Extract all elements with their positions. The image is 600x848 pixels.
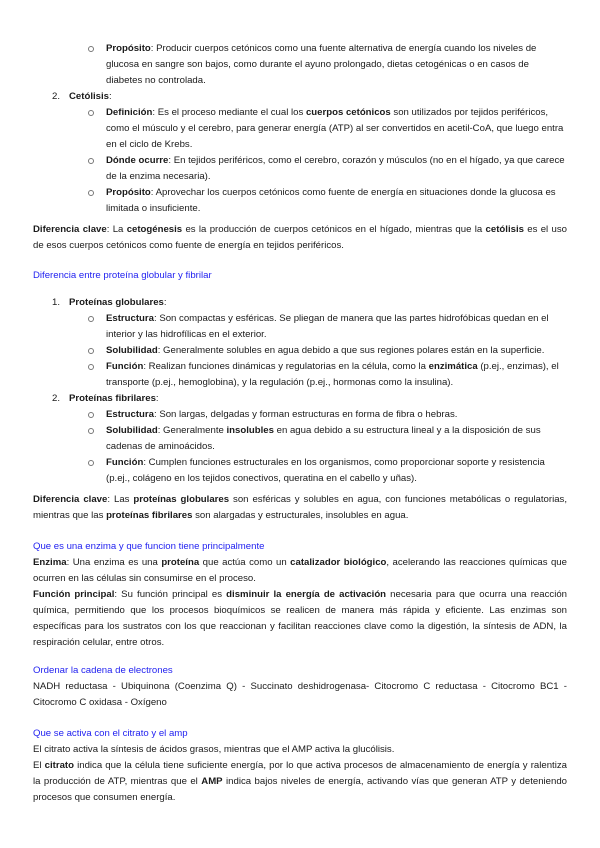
bullet-item — [33, 343, 567, 359]
bold-text: disminuir la energía de activación — [226, 589, 387, 600]
text-run: : — [109, 91, 112, 102]
paragraph — [33, 555, 567, 587]
bold-text: proteínas globulares — [133, 494, 230, 505]
paragraph — [33, 742, 567, 758]
numbered-item — [33, 295, 567, 311]
electron-chain-section — [33, 663, 567, 711]
ketone-section — [33, 41, 567, 254]
text-run: : Aprovechar los cuerpos cetónicos como fuente de energía en situaciones donde la glucosa es limitada o insuficiente. — [106, 187, 556, 214]
bold-text: cetólisis — [485, 224, 524, 235]
bold-text: Dónde ocurre — [106, 155, 169, 166]
circle-bullet-icon — [88, 158, 94, 164]
enzyme-text — [33, 555, 567, 651]
bold-text: Propósito — [106, 43, 151, 54]
bullet-item — [33, 185, 567, 217]
paragraph — [33, 679, 567, 711]
text-run: : — [155, 393, 159, 404]
bullet-item — [33, 455, 567, 487]
citrate-amp-text — [33, 742, 567, 806]
section-heading: Que se activa con el citrato y el amp — [33, 728, 188, 739]
text-run: en agua debido a su estructura lineal y a la disposición de sus cadenas de aminoácidos. — [106, 425, 541, 452]
text-run: : Su función principal es — [114, 589, 227, 600]
bold-text: insolubles — [226, 425, 274, 436]
text-run: : Es el proceso mediante el cual los — [152, 107, 306, 118]
text-run: : — [163, 297, 167, 308]
section-heading: Ordenar la cadena de electrones — [33, 665, 173, 676]
paragraph — [33, 587, 567, 651]
enzyme-section — [33, 539, 567, 651]
bold-text: cuerpos cetónicos — [305, 107, 391, 118]
bold-text: Solubilidad — [106, 345, 158, 356]
ketone-list — [33, 41, 567, 217]
text-run: son esféricas y solubles en agua, con funciones metabólicas o regulatorias, mientras que las — [33, 494, 567, 521]
text-run: : Generalmente — [157, 425, 227, 436]
bold-text: Función principal — [33, 589, 115, 600]
circle-bullet-icon — [88, 316, 94, 322]
text-run: son utilizados por tejidos periféricos, como el músculo y el cerebro, para generar energía (ATP) al ser convertidos en acetil-CoA, que luego entra en el ciclo de Krebs. — [106, 107, 564, 150]
circle-bullet-icon — [88, 348, 94, 354]
text-run: : Son compactas y esféricas. Se pliegan de manera que las partes hidrofóbicas quedan en el interior y las hidrofílicas en el exterior. — [106, 313, 549, 340]
text-run: El citrato activa la síntesis de ácidos grasos, mientras que el AMP activa la glucólisis. — [33, 744, 395, 755]
bold-text: cetogénesis — [126, 224, 183, 235]
key-difference-ketone — [33, 222, 567, 254]
text-run: : Cumplen funciones estructurales en los organismos, como proporcionar soporte y resistencia (p.ej., colágeno en los tejidos conectivos, queratina en el cabello y uñas). — [106, 457, 545, 484]
bullet-item — [33, 311, 567, 343]
circle-bullet-icon — [88, 110, 94, 116]
text-run: es el uso de esos cuerpos cetónicos como fuente de energía en tejidos periféricos. — [33, 224, 567, 251]
bold-text: Función — [106, 361, 144, 372]
bullet-item — [33, 153, 567, 185]
bold-text: Cetólisis — [69, 91, 109, 102]
bold-text: Estructura — [106, 409, 154, 420]
circle-bullet-icon — [88, 428, 94, 434]
bullet-item — [33, 105, 567, 153]
protein-list — [33, 295, 567, 487]
text-run: : Generalmente solubles en agua debido a que sus regiones polares están en la superficie. — [157, 345, 545, 356]
bullet-item — [33, 423, 567, 455]
text-run: : La — [106, 224, 127, 235]
text-run: : Realizan funciones dinámicas y regulatorias en la célula, como la — [143, 361, 429, 372]
bullet-item — [33, 407, 567, 423]
paragraph — [33, 758, 567, 806]
text-run: : Una enzima es una — [66, 557, 162, 568]
key-difference-protein — [33, 492, 567, 524]
bold-text: Proteínas fibrilares — [69, 393, 156, 404]
item-number: 2. — [52, 393, 61, 404]
bullet-item — [33, 359, 567, 391]
protein-section — [33, 268, 567, 524]
bullet-item — [33, 41, 567, 89]
citrate-amp-section — [33, 726, 567, 806]
circle-bullet-icon — [88, 364, 94, 370]
numbered-item — [33, 391, 567, 407]
text-run: , acelerando las reacciones químicas que ocurren en las células sin consumirse en el proceso. — [33, 557, 567, 584]
bold-text: enzimática — [428, 361, 478, 372]
text-run: indica bajos niveles de energía, activando vías que generan ATP y deteniendo procesos que consumen energía. — [33, 776, 568, 803]
electron-chain-text — [33, 679, 567, 711]
bold-text: Función — [106, 457, 144, 468]
text-run: : En tejidos periféricos, como el cerebro, corazón y músculos (no en el hígado, ya que carece de la enzima necesaria). — [106, 155, 565, 182]
bold-text: proteína — [161, 557, 200, 568]
bold-text: Enzima — [33, 557, 67, 568]
bold-text: Proteínas globulares — [69, 297, 164, 308]
bold-text: proteínas fibrilares — [106, 510, 193, 521]
bold-text: catalizador biológico — [290, 557, 387, 568]
item-number: 2. — [52, 91, 61, 102]
circle-bullet-icon — [88, 46, 94, 52]
section-heading: Diferencia entre proteína globular y fibrilar — [33, 270, 212, 281]
circle-bullet-icon — [88, 190, 94, 196]
text-run: NADH reductasa - Ubiquinona (Coenzima Q) - Succinato deshidrogenasa- Citocromo C reductasa - Citocromo BC1 - Citocromo C oxidasa - Oxígeno — [33, 681, 567, 708]
bold-text: Definición — [106, 107, 153, 118]
text-run: necesaria para que ocurra una reacción química, permitiendo que los procesos bioquímicos se realicen de manera más rápida y eficiente. Las enzimas son específicas para los sustratos con los que reaccionan y facilitan reacciones clave como la digestión, la síntesis de ADN, la respiración celular, entre otros. — [33, 589, 567, 648]
text-run: : Son largas, delgadas y forman estructuras en forma de fibra o hebras. — [153, 409, 458, 420]
bold-text: Solubilidad — [106, 425, 158, 436]
numbered-item — [33, 89, 567, 105]
text-run: El — [33, 760, 45, 771]
circle-bullet-icon — [88, 412, 94, 418]
text-run: que actúa como un — [199, 557, 291, 568]
section-heading: Que es una enzima y que funcion tiene principalmente — [33, 541, 265, 552]
bold-text: Diferencia clave — [33, 494, 108, 505]
bold-text: Estructura — [106, 313, 154, 324]
bold-text: Propósito — [106, 187, 151, 198]
circle-bullet-icon — [88, 460, 94, 466]
text-run: son alargadas y estructurales, insolubles en agua. — [192, 510, 409, 521]
text-run: (p.ej., enzimas), el transporte (p.ej., hemoglobina), y la regulación (p.ej., hormonas como la insulina). — [106, 361, 559, 388]
text-run: es la producción de cuerpos cetónicos en el hígado, mientras que la — [182, 224, 486, 235]
bold-text: citrato — [44, 760, 74, 771]
text-run: indica que la célula tiene suficiente energía, por lo que activa procesos de almacenamiento de energía y ralentiza la producción de ATP, mientras que el — [33, 760, 567, 787]
text-run: : Las — [107, 494, 134, 505]
bold-text: Diferencia clave — [33, 224, 107, 235]
bold-text: AMP — [201, 776, 223, 787]
text-run: : Producir cuerpos cetónicos como una fuente alternativa de energía cuando los niveles de glucosa en sangre son bajos, como durante el ayuno prolongado, dietas cetogénicas o en casos de diabetes no controlada. — [106, 43, 537, 86]
item-number: 1. — [52, 297, 61, 308]
